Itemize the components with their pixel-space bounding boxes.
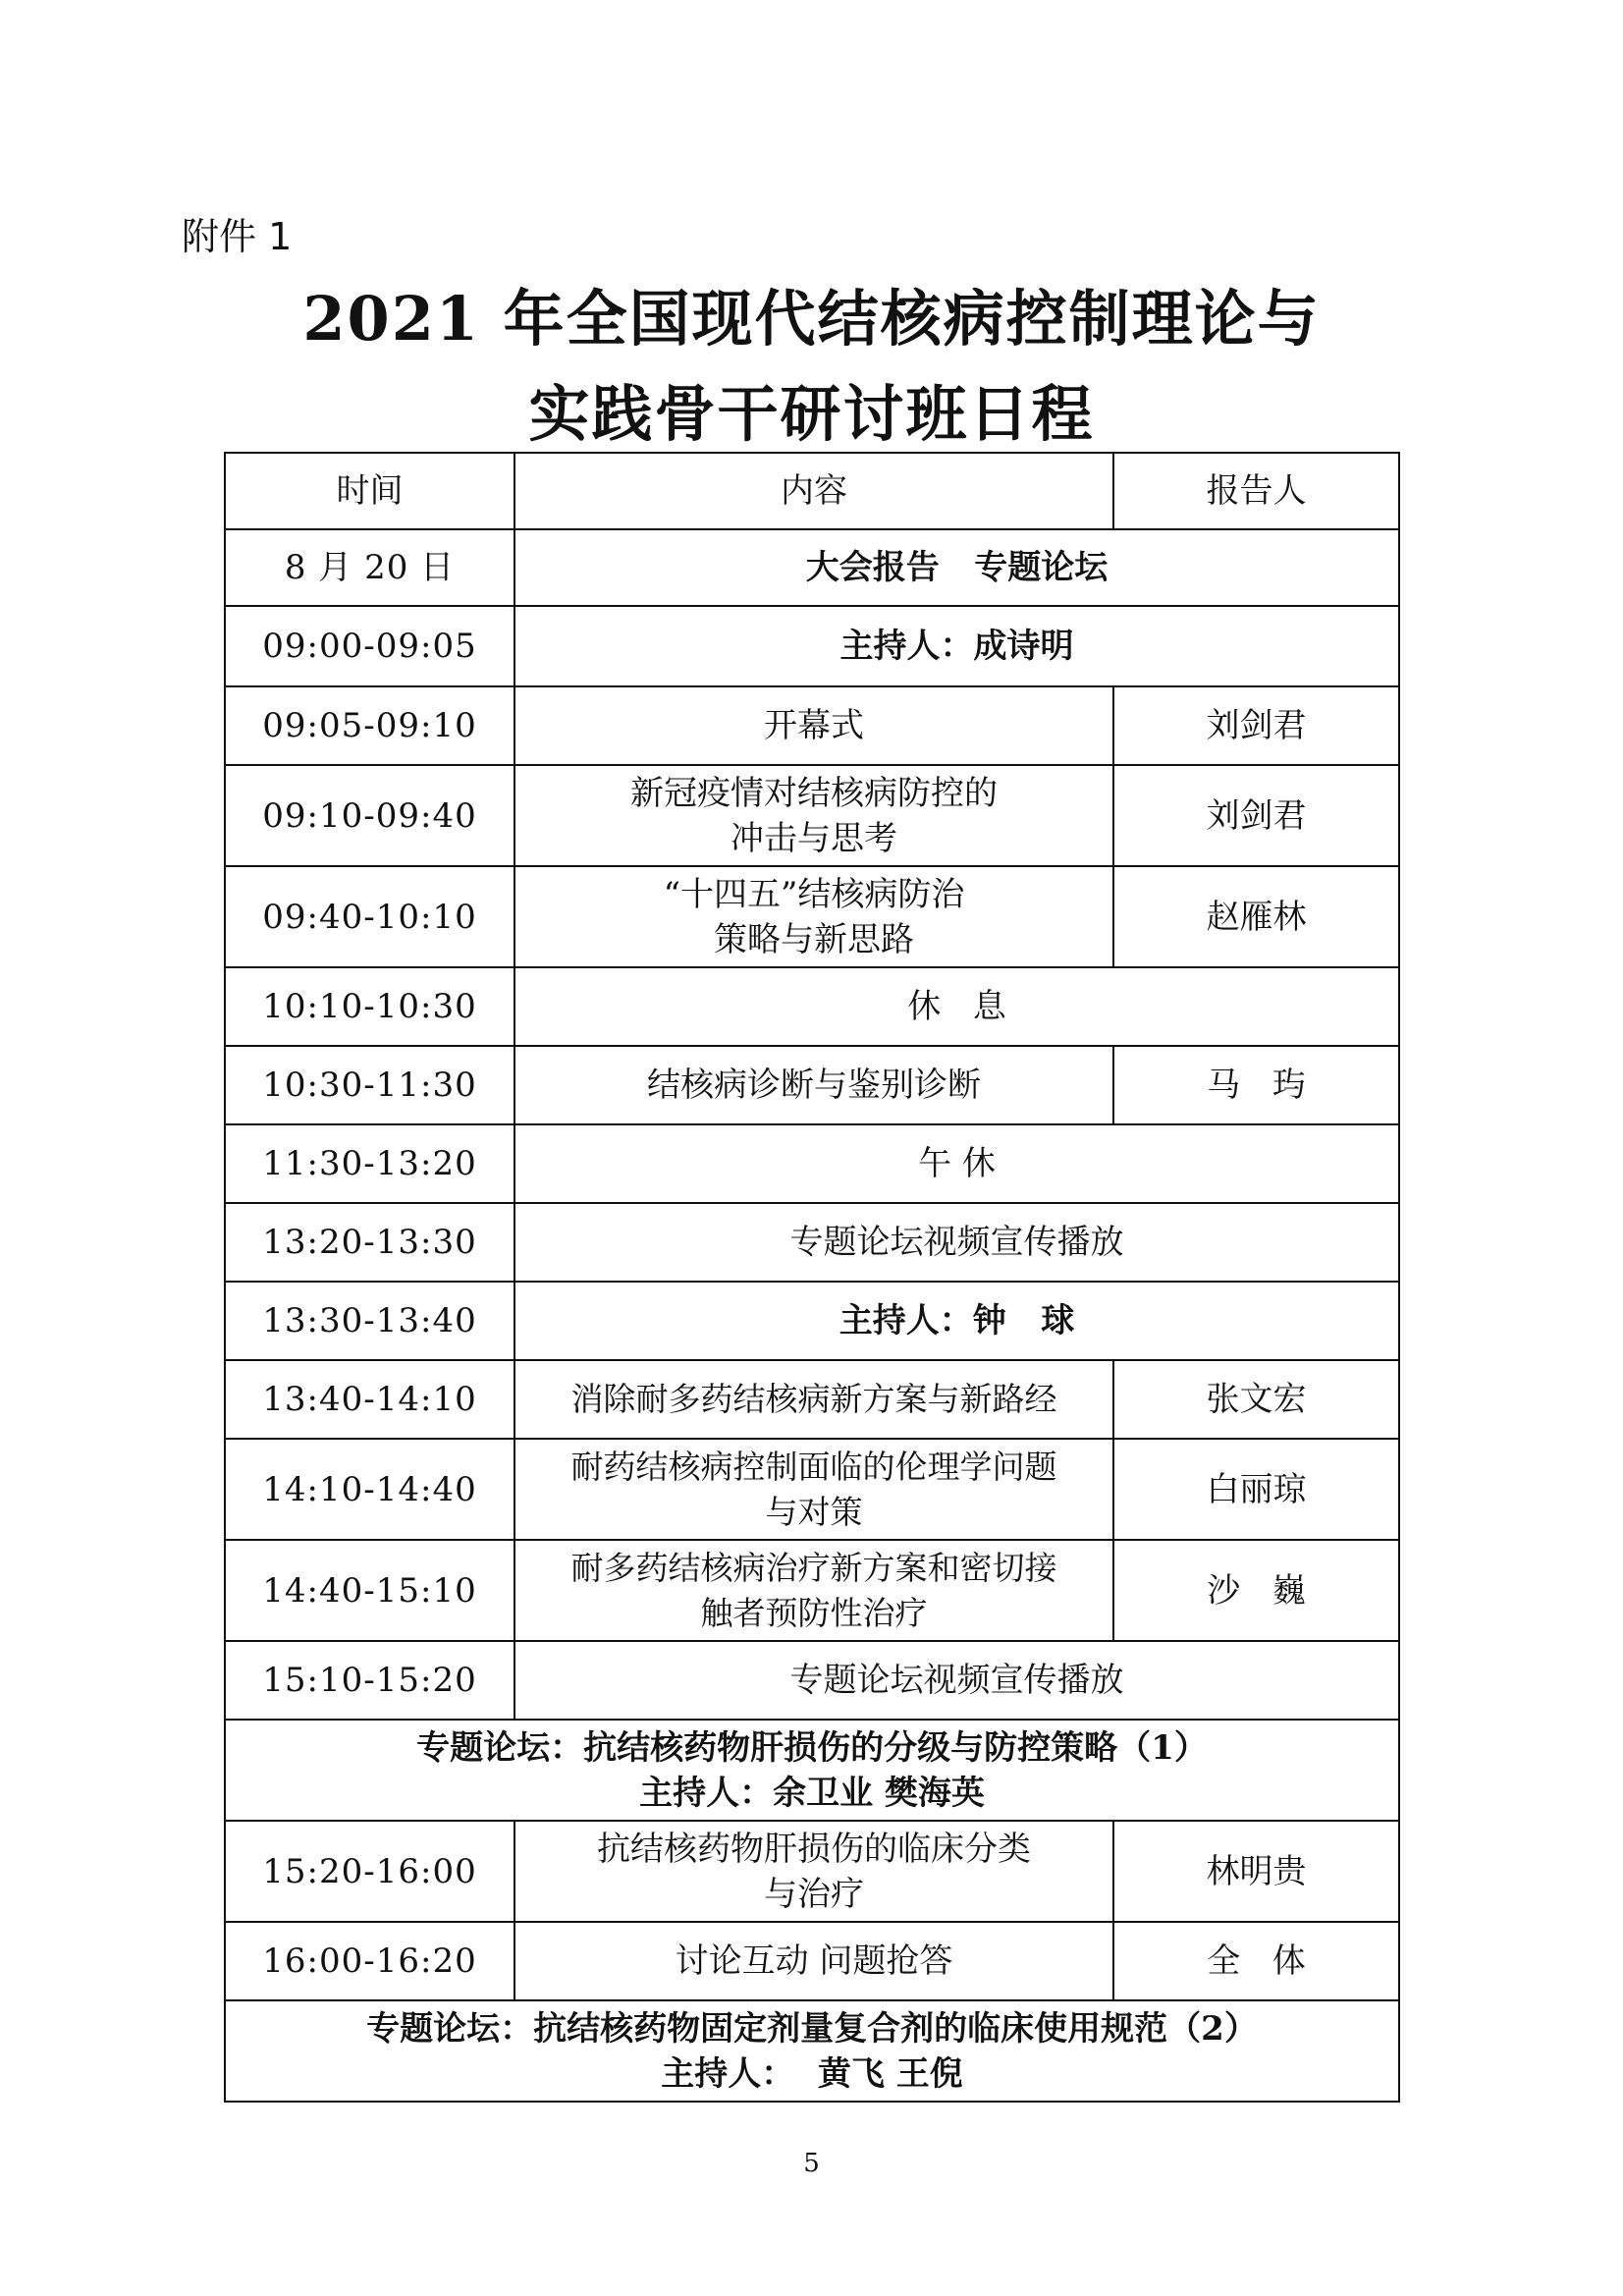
forum-title: 专题论坛：抗结核药物固定剂量复合剂的临床使用规范（2） [366, 2008, 1258, 2049]
speaker-cell: 张文宏 [1113, 1360, 1399, 1439]
table-row [225, 1439, 1399, 1540]
header-content: 内容 [514, 453, 1113, 529]
content-cell: 专题论坛视频宣传播放 [514, 1203, 1399, 1282]
time-cell: 10:30-11:30 [225, 1046, 514, 1124]
time-cell: 15:10-15:20 [225, 1641, 514, 1720]
time-cell: 13:20-13:30 [225, 1203, 514, 1282]
header-speaker: 报告人 [1113, 453, 1399, 529]
time-cell: 11:30-13:20 [225, 1124, 514, 1203]
table-row [225, 866, 1399, 967]
table-row [225, 967, 1399, 1046]
forum-host: 主持人： 黄飞 王倪 [661, 2053, 963, 2094]
page-number: 5 [803, 2149, 820, 2178]
content-cell: 结核病诊断与鉴别诊断 [514, 1046, 1113, 1124]
forum-host: 主持人：余卫业 樊海英 [639, 1773, 985, 1813]
time-cell: 14:40-15:10 [225, 1540, 514, 1641]
content-line: 耐药结核病控制面临的伦理学问题 [570, 1447, 1057, 1486]
content-cell [514, 866, 1113, 967]
title-line-2: 实践骨干研讨班日程 [528, 378, 1095, 450]
time-cell: 15:20-16:00 [225, 1821, 514, 1922]
table-row [225, 1203, 1399, 1282]
table-row [225, 1360, 1399, 1439]
speaker-cell: 沙 巍 [1113, 1540, 1399, 1641]
speaker-cell: 赵雁林 [1113, 866, 1399, 967]
content-cell [514, 1439, 1113, 1540]
content-line: 触者预防性治疗 [700, 1593, 928, 1632]
table-header-row [225, 453, 1399, 529]
table-row [225, 1922, 1399, 2000]
forum-row [225, 1720, 1399, 1821]
time-cell: 14:10-14:40 [225, 1439, 514, 1540]
time-cell: 09:00-09:05 [225, 606, 514, 686]
host-cell: 主持人：钟 球 [514, 1282, 1399, 1360]
title-line-1: 2021 年全国现代结核病控制理论与 [302, 283, 1321, 355]
forum-cell [225, 2000, 1399, 2102]
speaker-cell: 白丽琼 [1113, 1439, 1399, 1540]
content-cell [514, 1821, 1113, 1922]
table-row [225, 1282, 1399, 1360]
header-time: 时间 [225, 453, 514, 529]
time-cell: 09:40-10:10 [225, 866, 514, 967]
time-cell: 09:05-09:10 [225, 686, 514, 765]
table-row [225, 686, 1399, 765]
content-cell: 专题论坛视频宣传播放 [514, 1641, 1399, 1720]
content-cell: 讨论互动 问题抢答 [514, 1922, 1113, 2000]
table-row [225, 1124, 1399, 1203]
content-line: 抗结核药物肝损伤的临床分类 [597, 1829, 1031, 1869]
speaker-cell: 刘剑君 [1113, 686, 1399, 765]
time-cell: 13:40-14:10 [225, 1360, 514, 1439]
content-cell [514, 1540, 1113, 1641]
speaker-cell: 林明贵 [1113, 1821, 1399, 1922]
content-line: 与治疗 [764, 1874, 864, 1914]
content-line: 与对策 [765, 1492, 863, 1531]
schedule-table [224, 452, 1400, 2103]
table-row [225, 1540, 1399, 1641]
forum-cell [225, 1720, 1399, 1821]
host-cell: 主持人：成诗明 [514, 606, 1399, 686]
table-row [225, 1821, 1399, 1922]
content-cell: 大会报告 专题论坛 [514, 529, 1399, 606]
content-cell: 午 休 [514, 1124, 1399, 1203]
content-cell: 休 息 [514, 967, 1399, 1046]
content-line: 冲击与思考 [730, 818, 897, 858]
content-line: 耐多药结核病治疗新方案和密切接 [570, 1548, 1057, 1587]
time-cell: 8 月 20 日 [225, 529, 514, 606]
forum-row [225, 2000, 1399, 2102]
table-row [225, 1641, 1399, 1720]
content-cell: 消除耐多药结核病新方案与新路经 [514, 1360, 1113, 1439]
table-row [225, 606, 1399, 686]
content-line: 策略与新思路 [714, 919, 914, 959]
content-cell: 开幕式 [514, 686, 1113, 765]
time-cell: 16:00-16:20 [225, 1922, 514, 2000]
content-line: 新冠疫情对结核病防控的 [630, 773, 998, 813]
table-row [225, 529, 1399, 606]
time-cell: 10:10-10:30 [225, 967, 514, 1046]
speaker-cell: 刘剑君 [1113, 765, 1399, 866]
attachment-label: 附件 1 [182, 215, 293, 258]
content-cell [514, 765, 1113, 866]
content-line: “十四五”结核病防治 [663, 874, 965, 914]
table-row [225, 765, 1399, 866]
speaker-cell: 全 体 [1113, 1922, 1399, 2000]
forum-title: 专题论坛：抗结核药物肝损伤的分级与防控策略（1） [416, 1727, 1208, 1768]
time-cell: 09:10-09:40 [225, 765, 514, 866]
speaker-cell: 马 玙 [1113, 1046, 1399, 1124]
time-cell: 13:30-13:40 [225, 1282, 514, 1360]
table-row [225, 1046, 1399, 1124]
